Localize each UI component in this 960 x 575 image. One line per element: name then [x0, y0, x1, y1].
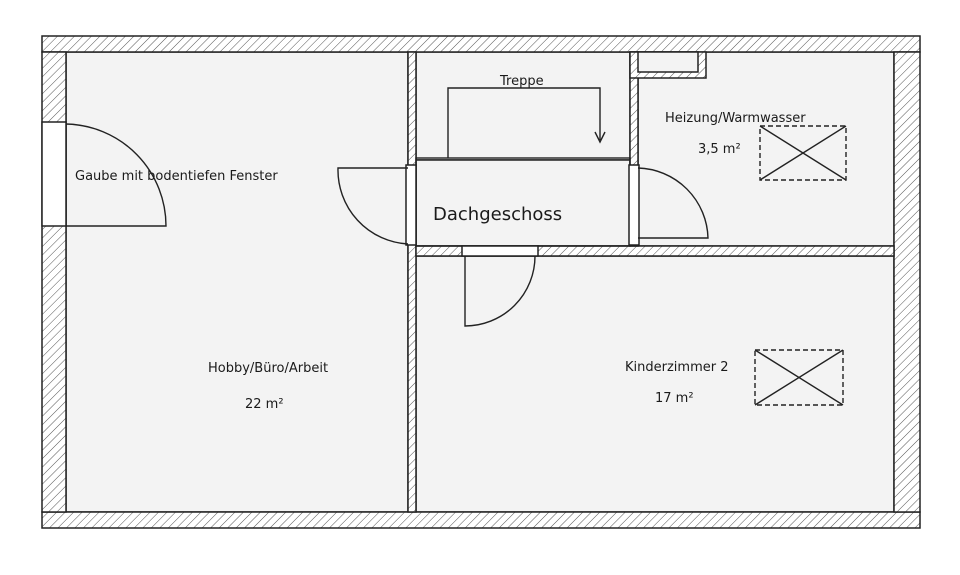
door-frame-heizung [629, 165, 639, 245]
room-hobby [66, 52, 408, 512]
wall-bottom [42, 512, 920, 528]
wall-right [894, 52, 920, 512]
label-dachgeschoss: Dachgeschoss [433, 204, 563, 225]
door-frame-kinder [462, 246, 538, 256]
label-hobby-area: 22 m² [245, 397, 284, 412]
label-heizung-area: 3,5 m² [698, 142, 741, 157]
label-treppe: Treppe [500, 74, 544, 89]
wall-left [42, 52, 66, 512]
wall-top [42, 36, 920, 52]
room-kinderzimmer [416, 256, 894, 512]
label-gaube: Gaube mit bodentiefen Fenster [75, 169, 278, 184]
room-heizung [638, 52, 894, 246]
gaube-window [42, 122, 66, 226]
label-heizung: Heizung/Warmwasser [665, 111, 806, 126]
room-dachgeschoss [416, 160, 630, 246]
chimney-inner [638, 52, 698, 72]
label-kinder-area: 17 m² [655, 391, 694, 406]
door-frame-hobby [406, 165, 416, 245]
wall-interior-vertical [408, 52, 416, 512]
label-hobby: Hobby/Büro/Arbeit [208, 361, 329, 376]
label-kinder: Kinderzimmer 2 [625, 360, 729, 375]
